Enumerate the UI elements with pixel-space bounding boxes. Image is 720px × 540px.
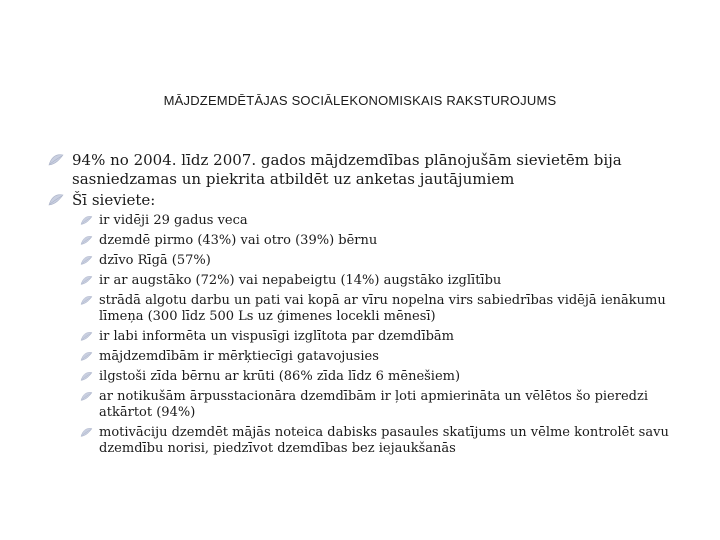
bullet-point-1: [48, 151, 678, 189]
sub-bullet-text: ir labi informēta un vispusīgi izglītota par dzemdībām: [99, 329, 455, 344]
bullet-point-2: [48, 191, 678, 210]
sub-bullet-text: dzīvo Rīgā (57%): [99, 253, 211, 268]
leaf-bullet-icon: [80, 427, 93, 438]
leaf-bullet-icon: [48, 193, 64, 207]
leaf-bullet-icon: [80, 275, 93, 286]
sub-bullet-9: [80, 389, 678, 421]
leaf-bullet-icon: [48, 153, 64, 167]
sub-bullet-1: [80, 213, 678, 229]
sub-bullet-text: ir ar augstāko (72%) vai nepabeigtu (14%) augstāko izglītību: [99, 273, 502, 288]
sub-bullet-text: dzemdē pirmo (43%) vai otro (39%) bērnu: [99, 233, 378, 248]
bullet-point-2-text: Šī sieviete:: [72, 191, 156, 209]
sub-bullet-5: [80, 293, 678, 325]
leaf-bullet-icon: [80, 351, 93, 362]
sub-bullet-text: motivāciju dzemdēt mājās noteica dabisks pasaules skatījums un vēlme kontrolēt savu dzemdību norisi, piedzīvot dzemdības bez iejaukšanās: [99, 425, 669, 456]
leaf-bullet-icon: [80, 391, 93, 402]
bullet-point-1-text: 94% no 2004. līdz 2007. gados mājdzemdības plānojušām sievietēm bija sasniedzamas un piekrita atbildēt uz anketas jautājumiem: [72, 151, 622, 188]
slide-title: MĀJDZEMDĒTĀJAS SOCIĀLEKONOMISKAIS RAKSTUROJUMS: [163, 93, 557, 108]
leaf-bullet-icon: [80, 255, 93, 266]
sub-bullet-text: strādā algotu darbu un pati vai kopā ar vīru nopelna virs sabiedrības vidējā ienākumu līmeņa (300 līdz 500 Ls uz ģimenes locekli mēnesī): [99, 293, 666, 324]
leaf-bullet-icon: [80, 371, 93, 382]
leaf-bullet-icon: [80, 215, 93, 226]
sub-bullet-7: [80, 349, 678, 365]
leaf-bullet-icon: [80, 295, 93, 306]
sub-bullet-text: ar notikušām ārpusstacionāra dzemdībām ir ļoti apmierināta un vēlētos šo pieredzi atkārtot (94%): [99, 389, 648, 420]
sub-bullet-text: ilgstoši zīda bērnu ar krūti (86% zīda līdz 6 mēnešiem): [99, 369, 461, 384]
sub-bullet-3: [80, 253, 678, 269]
sub-bullet-8: [80, 369, 678, 385]
sub-bullet-list: [80, 213, 678, 457]
sub-bullet-text: mājdzemdībām ir mērķtiecīgi gatavojusies: [99, 349, 379, 364]
leaf-bullet-icon: [80, 235, 93, 246]
sub-bullet-6: [80, 329, 678, 345]
sub-bullet-4: [80, 273, 678, 289]
slide-content: [48, 151, 678, 461]
sub-bullet-10: [80, 425, 678, 457]
sub-bullet-text: ir vidēji 29 gadus veca: [99, 213, 248, 228]
sub-bullet-2: [80, 233, 678, 249]
leaf-bullet-icon: [80, 331, 93, 342]
